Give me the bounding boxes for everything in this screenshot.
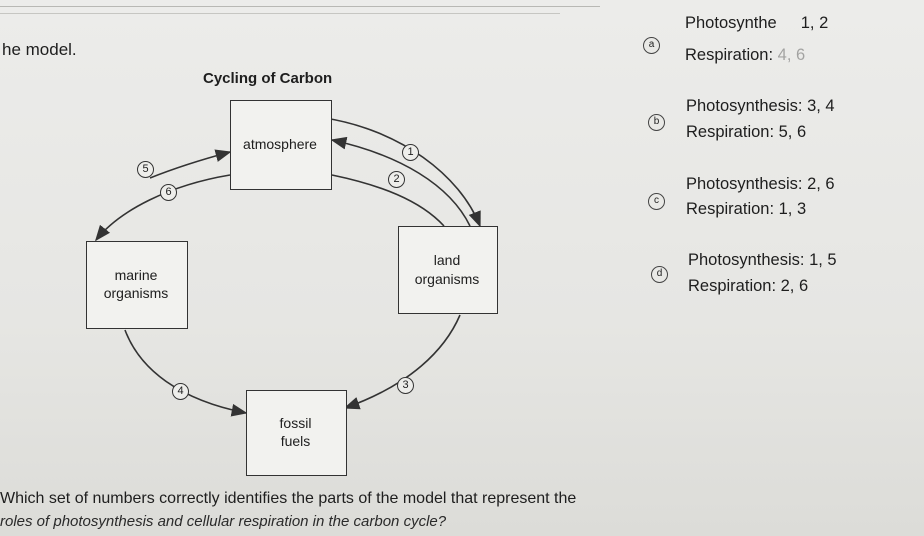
option-c-photosynthesis: Photosynthesis: 2, 6 [686,175,835,193]
question-text-line1: Which set of numbers correctly identifies the parts of the model that represent the [0,490,577,507]
arrow-number-3: 3 [397,377,414,394]
option-d-radio[interactable]: d [651,266,668,283]
diagram-title: Cycling of Carbon [203,70,333,87]
arrow-number-1: 1 [402,144,419,161]
fossil-label-line1: fossil [279,415,312,431]
land-organisms-box [398,226,498,314]
arrow-number-4: 4 [172,383,189,400]
arrow-number-5: 5 [137,161,154,178]
atmosphere-label: atmosphere [243,136,317,152]
intro-text: he model. [2,40,77,59]
option-a-radio[interactable]: a [643,37,660,54]
arrow-4 [125,330,246,413]
option-a-photosynthesis: Photosynthe 1, 2 [685,14,829,32]
option-c-respiration: Respiration: 1, 3 [686,200,807,218]
marine-label-line2: organisms [103,285,169,301]
fossil-label-line2: fuels [280,433,311,449]
option-d-respiration: Respiration: 2, 6 [688,277,809,295]
option-d-photosynthesis: Photosynthesis: 1, 5 [688,251,837,269]
land-label-line2: organisms [414,271,480,287]
option-b-radio[interactable]: b [648,114,665,131]
arrow-2-head [325,118,480,226]
arrow-number-2: 2 [388,171,405,188]
option-b-photosynthesis: Photosynthesis: 3, 4 [686,97,835,115]
option-c-radio[interactable]: c [648,193,665,210]
land-label-line1: land [433,252,461,268]
arrow-number-6: 6 [160,184,177,201]
option-b-respiration: Respiration: 5, 6 [686,123,807,141]
option-a-respiration: Respiration: 4, 6 [685,46,806,64]
arrow-3 [345,315,460,408]
marine-label-line1: marine [114,267,158,283]
arrow-5 [150,152,230,178]
question-text-line2: roles of photosynthesis and cellular respiration in the carbon cycle? [0,513,447,530]
